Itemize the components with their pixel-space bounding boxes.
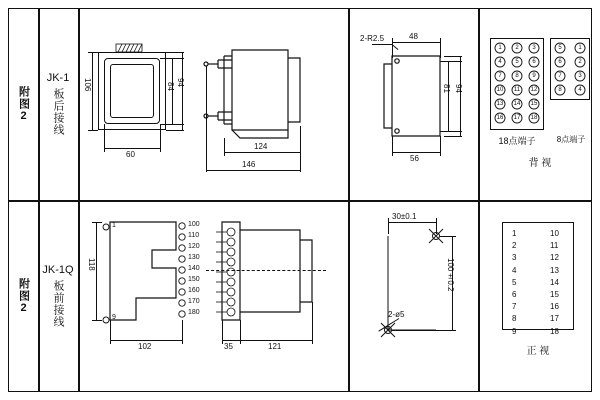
r1-term8-num: 7 <box>558 73 562 79</box>
r2-dim-35: 35 <box>224 342 233 351</box>
r2-dim-30-ext2 <box>436 218 437 234</box>
r1-dim-124: 124 <box>254 142 268 151</box>
r2-dim-d5: 2-ø5 <box>388 310 405 319</box>
r1-term8-num: 3 <box>578 73 582 79</box>
r2-left-term-1: 1 <box>112 222 116 229</box>
r1-term8-num: 6 <box>558 59 562 65</box>
r1-dim-106: 106 <box>83 78 92 92</box>
r1-term-num: 8 <box>515 73 519 79</box>
r1-term-num: 9 <box>532 73 536 79</box>
r2-dim-121: 121 <box>268 342 282 351</box>
r1-term8-num: 2 <box>578 59 582 65</box>
r1-dim-84: 84 <box>166 82 175 91</box>
r1-dim-r25: 2-R2.5 <box>360 34 385 43</box>
r2-right-term: 140 <box>188 265 200 272</box>
r2-right-term: 180 <box>188 309 200 316</box>
r1-term8-num: 8 <box>558 87 562 93</box>
row1-sheet-label: 附图2 <box>17 85 30 123</box>
r1-dim-146: 146 <box>242 160 256 169</box>
r1-dim-94b: 94 <box>454 84 463 93</box>
r2-dim-30-line <box>388 222 436 223</box>
r2-term-left-item: 4 <box>512 265 517 275</box>
r1-term-num: 7 <box>498 73 502 79</box>
r1-term-num: 10 <box>496 87 504 93</box>
r1-term-num: 14 <box>513 101 521 107</box>
r2-dim-30-ext1 <box>388 218 389 234</box>
r1-term-num: 3 <box>532 45 536 51</box>
r1-term8-caption: 8点端子 <box>556 135 586 144</box>
r1-term-num: 16 <box>496 115 504 121</box>
r2-term-right-item: 13 <box>550 265 559 275</box>
r2-term-left-item: 8 <box>512 314 517 324</box>
r1-term8-num: 4 <box>578 87 582 93</box>
row2-mounting-label: 板前接线 <box>52 280 64 328</box>
r1-term-num: 4 <box>498 59 502 65</box>
r2-right-term: 160 <box>188 287 200 294</box>
r2-term-left-item: 9 <box>512 326 517 336</box>
r2-dim-118: 118 <box>87 258 96 271</box>
r1-term-num: 11 <box>513 87 521 93</box>
r1-term18-caption: 18点端子 <box>498 136 536 146</box>
r1-dim-94: 94 <box>176 78 185 87</box>
r1-view-caption: 背 视 <box>528 158 552 169</box>
r1-dim-48: 48 <box>409 32 418 41</box>
row1-mounting-label: 板后接线 <box>52 88 64 136</box>
row2-sheet-label: 附图2 <box>17 277 30 315</box>
r1-term-num: 18 <box>530 115 538 121</box>
r2-view-caption: 正 视 <box>526 346 550 357</box>
r2-dim-102: 102 <box>138 342 152 351</box>
r2-right-term: 100 <box>188 221 200 228</box>
r2-term-right-item: 15 <box>550 290 559 300</box>
r1-term-num: 17 <box>513 115 521 121</box>
r2-term-right-item: 11 <box>550 241 559 251</box>
r1-term-num: 5 <box>515 59 519 65</box>
r2-term-left-item: 7 <box>512 302 517 312</box>
r1-term-num: 13 <box>496 101 504 107</box>
r2-right-term: 110 <box>188 232 200 239</box>
r1-term8-num: 1 <box>578 45 582 51</box>
r2-term-left-item: 3 <box>512 253 517 263</box>
r2-right-term: 130 <box>188 254 200 261</box>
r2-dim-100: 100±0.2 <box>446 258 455 292</box>
r1-dim-60: 60 <box>126 150 135 159</box>
r1-term-num: 2 <box>515 45 519 51</box>
r2-right-term: 170 <box>188 298 200 305</box>
r2-left-term-9: 9 <box>112 314 116 321</box>
r1-dim-81: 81 <box>442 84 451 93</box>
r2-term-left-item: 5 <box>512 277 517 287</box>
r2-right-term: 150 <box>188 276 200 283</box>
r2-termlist-right <box>550 228 559 338</box>
r2-term-left-item: 6 <box>512 290 517 300</box>
r1-term-num: 15 <box>530 101 538 107</box>
r2-term-right-item: 10 <box>550 229 559 238</box>
r1-term-num: 12 <box>530 87 538 93</box>
r2-term-right-item: 14 <box>550 277 559 287</box>
r2-right-term: 120 <box>188 243 200 250</box>
r2-term-right-item: 12 <box>550 253 559 263</box>
r2-term-right-item: 16 <box>550 302 559 312</box>
r2-dim-100-ext1 <box>440 236 456 237</box>
r1-term-num: 6 <box>532 59 536 65</box>
r2-term-right-item: 18 <box>550 326 559 336</box>
row1-product-name: JK-1 <box>46 72 70 84</box>
row2-product-name: JK-1Q <box>42 264 74 276</box>
r2-term-left-item: 2 <box>512 241 517 251</box>
r2-term-left-item: 1 <box>512 229 517 238</box>
r1-term8-num: 5 <box>558 45 562 51</box>
r2-dim-100-ext2 <box>392 330 456 331</box>
r2-termlist-left <box>512 228 516 338</box>
r1-dim-56: 56 <box>410 154 419 163</box>
r2-term-right-item: 17 <box>550 314 559 324</box>
r2-dim-30: 30±0.1 <box>392 212 417 221</box>
r1-term-num: 1 <box>498 45 502 51</box>
